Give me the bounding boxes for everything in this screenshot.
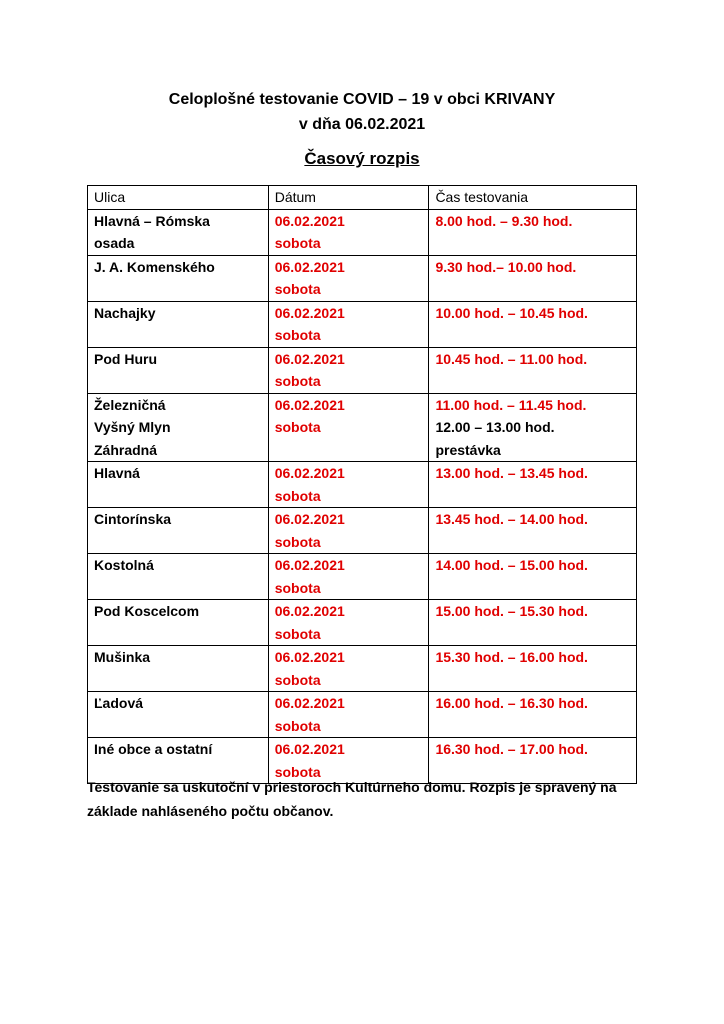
test-date: 06.02.2021 — [274, 603, 345, 619]
test-time: 10.45 hod. – 11.00 hod. — [435, 350, 588, 367]
test-time: 15.00 hod. – 15.30 hod. — [435, 603, 588, 619]
time-cell — [429, 347, 637, 393]
test-time: 10.00 hod. – 10.45 hod. — [435, 304, 588, 321]
table-row — [88, 209, 637, 255]
table-header-row — [88, 186, 637, 210]
street-cell — [88, 347, 269, 393]
test-time: 14.00 hod. – 15.00 hod. — [435, 557, 588, 573]
table-row — [88, 554, 637, 600]
test-day: sobota — [274, 671, 321, 688]
test-day: sobota — [274, 717, 321, 734]
street-cell — [88, 462, 269, 508]
test-date: 06.02.2021 — [274, 304, 345, 321]
time-cell — [429, 209, 637, 255]
date-cell — [268, 347, 429, 393]
date-cell — [268, 462, 429, 508]
test-date: 06.02.2021 — [274, 396, 345, 413]
street-name: J. A. Komenského — [94, 258, 215, 275]
date-cell — [268, 692, 429, 738]
street-cell — [88, 255, 269, 301]
street-name: osada — [94, 235, 135, 251]
time-cell — [429, 692, 637, 738]
street-cell — [88, 646, 269, 692]
test-day: sobota — [274, 419, 321, 435]
street-name: Nachajky — [94, 304, 156, 321]
street-name: Záhradná — [94, 441, 158, 458]
street-cell — [88, 209, 269, 255]
test-date: 06.02.2021 — [274, 212, 345, 229]
street-name: Vyšný Mlyn — [94, 419, 171, 435]
test-date: 06.02.2021 — [274, 557, 345, 573]
test-day: sobota — [274, 763, 321, 780]
time-cell — [429, 301, 637, 347]
test-day: sobota — [274, 235, 321, 251]
table-row — [88, 600, 637, 646]
street-cell — [88, 508, 269, 554]
test-date: 06.02.2021 — [274, 649, 345, 665]
test-time: 15.30 hod. – 16.00 hod. — [435, 649, 588, 665]
street-name: Iné obce a ostatní — [94, 741, 213, 757]
time-cell — [429, 600, 637, 646]
test-time: 9.30 hod.– 10.00 hod. — [435, 258, 577, 275]
schedule-table — [87, 185, 637, 784]
table-row — [88, 462, 637, 508]
street-name: Cintorínska — [94, 511, 172, 527]
street-cell — [88, 600, 269, 646]
street-cell — [88, 692, 269, 738]
street-name: Hlavná – Rómska — [94, 212, 210, 229]
footer-note — [87, 775, 647, 823]
street-cell — [88, 301, 269, 347]
test-day: sobota — [274, 579, 321, 596]
street-name: Mušinka — [94, 649, 151, 665]
date-cell — [268, 209, 429, 255]
table-row — [88, 255, 637, 301]
time-cell — [429, 255, 637, 301]
footer-note-line1: Testovanie sa uskutoční v priestoroch Kultúrneho domu. Rozpis je spravený na — [87, 779, 617, 795]
date-cell — [268, 554, 429, 600]
test-date: 06.02.2021 — [274, 511, 345, 527]
break-label: prestávka — [435, 441, 501, 458]
test-time: 16.30 hod. – 17.00 hod. — [435, 741, 588, 757]
test-time: 8.00 hod. – 9.30 hod. — [435, 212, 573, 229]
table-row — [88, 347, 637, 393]
page-title-date: v dňa 06.02.2021 — [298, 116, 426, 133]
break-time: 12.00 – 13.00 hod. — [435, 419, 555, 435]
test-day: sobota — [274, 487, 321, 504]
table-row — [88, 393, 637, 462]
date-cell — [268, 301, 429, 347]
test-time: 13.00 hod. – 13.45 hod. — [435, 465, 588, 481]
test-day: sobota — [274, 281, 321, 297]
date-cell — [268, 646, 429, 692]
table-row — [88, 692, 637, 738]
time-cell — [429, 646, 637, 692]
test-day: sobota — [274, 327, 321, 343]
street-name: Hlavná — [94, 465, 140, 481]
test-date: 06.02.2021 — [274, 258, 345, 275]
test-time: 16.00 hod. – 16.30 hod. — [435, 695, 588, 711]
page-title: Celoplošné testovanie COVID – 19 v obci KRIVANY — [168, 91, 556, 108]
header-date: Dátum — [268, 186, 429, 210]
street-cell — [88, 393, 269, 462]
header-time: Čas testovania — [429, 186, 637, 210]
test-day: sobota — [274, 373, 321, 389]
time-cell — [429, 393, 637, 462]
header-street: Ulica — [88, 186, 269, 210]
street-name: Pod Huru — [94, 350, 157, 367]
test-day: sobota — [274, 533, 321, 550]
test-date: 06.02.2021 — [274, 350, 345, 367]
footer-note-line2: základe nahláseného počtu občanov. — [87, 803, 334, 819]
test-date: 06.02.2021 — [274, 695, 345, 711]
table-row — [88, 508, 637, 554]
test-time: 11.00 hod. – 11.45 hod. — [435, 396, 587, 413]
time-cell — [429, 508, 637, 554]
test-date: 06.02.2021 — [274, 465, 345, 481]
date-cell — [268, 600, 429, 646]
street-name: Kostolná — [94, 557, 154, 573]
date-cell — [268, 393, 429, 462]
test-date: 06.02.2021 — [274, 741, 345, 757]
table-row — [88, 646, 637, 692]
street-name: Ľadová — [94, 695, 144, 711]
street-cell — [88, 554, 269, 600]
time-cell — [429, 554, 637, 600]
schedule-subtitle: Časový rozpis — [304, 149, 420, 168]
date-cell — [268, 508, 429, 554]
table-row — [88, 301, 637, 347]
time-cell — [429, 462, 637, 508]
street-name: Železničná — [94, 396, 166, 413]
street-name: Pod Koscelcom — [94, 603, 200, 619]
date-cell — [268, 255, 429, 301]
test-time: 13.45 hod. – 14.00 hod. — [435, 511, 588, 527]
schedule-body — [88, 209, 637, 784]
test-day: sobota — [274, 625, 321, 642]
